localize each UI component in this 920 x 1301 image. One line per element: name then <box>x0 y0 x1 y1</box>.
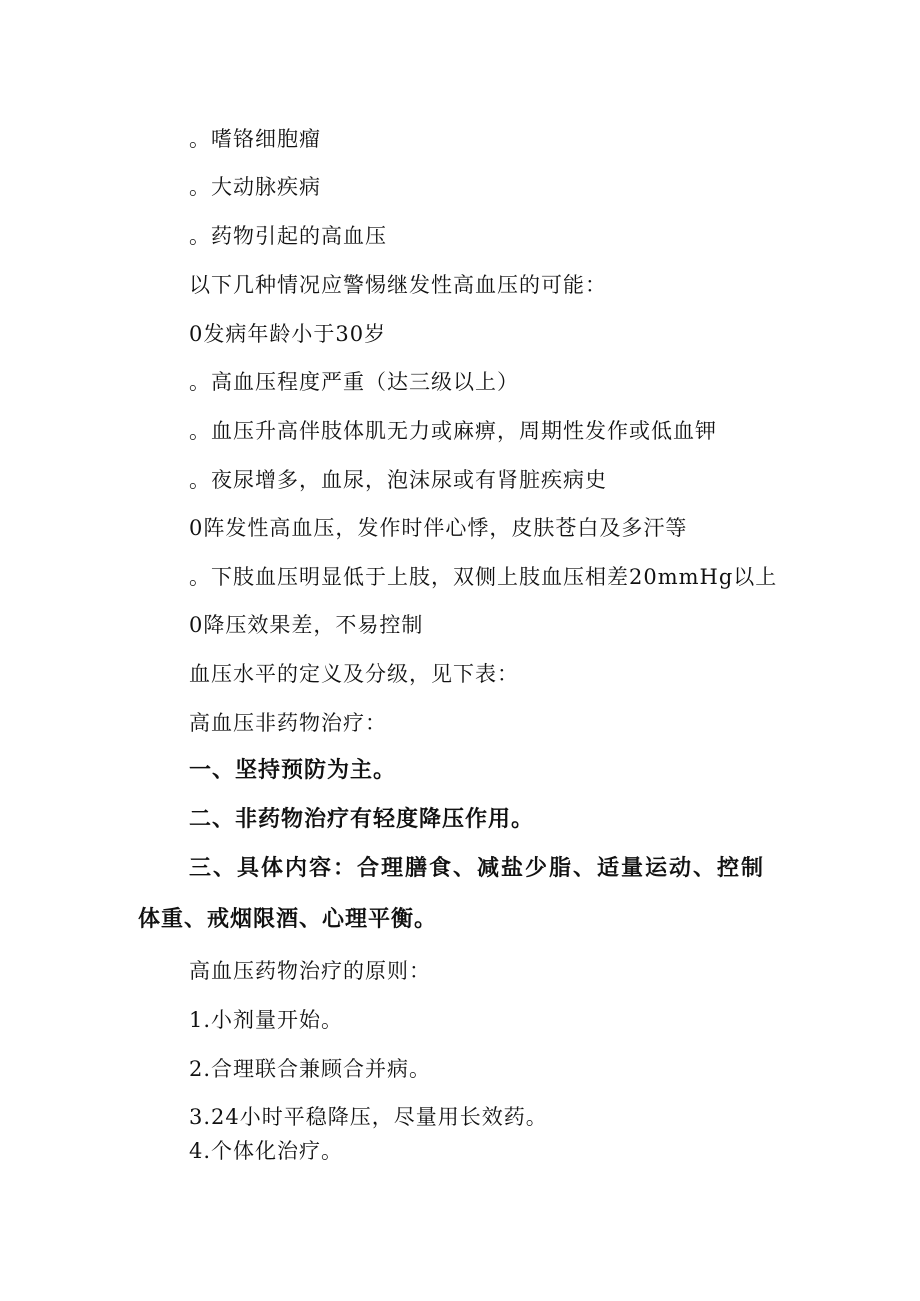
list-item-aortic-disease: 。大动脉疾病 <box>189 175 321 199</box>
list-item-onset-age: 0发病年龄小于30岁 <box>189 322 387 346</box>
principle-3: 3.24小时平稳降压，尽量用长效药。 <box>189 1105 548 1129</box>
section-heading-drug-treatment-principles: 高血压药物治疗的原则： <box>189 959 431 983</box>
paragraph-bp-classification: 血压水平的定义及分级，见下表： <box>189 662 519 686</box>
list-item-pheochromocytoma: 。嗜铬细胞瘤 <box>189 127 321 151</box>
point-one-prevention: 一、坚持预防为主。 <box>189 758 397 783</box>
list-item-muscle-weakness: 。血压升高伴肢体肌无力或麻痹，周期性发作或低血钾 <box>189 419 717 443</box>
principle-2: 2.合理联合兼顾合并病。 <box>189 1057 432 1081</box>
list-item-lower-limb-bp: 。下肢血压明显低于上肢，双侧上肢血压相差20mmHg以上 <box>189 565 778 589</box>
paragraph-secondary-hypertension-intro: 以下几种情况应警惕继发性高血压的可能： <box>189 273 607 297</box>
principle-4: 4.个体化治疗。 <box>189 1139 344 1163</box>
list-item-paroxysmal: 0阵发性高血压，发作时伴心悸，皮肤苍白及多汗等 <box>189 516 688 540</box>
list-item-severity: 。高血压程度严重（达三级以上） <box>189 370 519 394</box>
section-heading-non-drug-treatment: 高血压非药物治疗： <box>189 711 387 735</box>
list-item-nocturia: 。夜尿增多，血尿，泡沫尿或有肾脏疾病史 <box>189 468 607 492</box>
point-three-content-continued: 体重、戒烟限酒、心理平衡。 <box>138 907 438 932</box>
point-three-content: 三、具体内容：合理膳食、减盐少脂、适量运动、控制 <box>189 856 766 881</box>
point-two-mild-effect: 二、非药物治疗有轻度降压作用。 <box>189 807 535 832</box>
list-item-poor-control: 0降压效果差，不易控制 <box>189 613 424 637</box>
list-item-drug-induced: 。药物引起的高血压 <box>189 224 387 248</box>
principle-1: 1.小剂量开始。 <box>189 1008 344 1032</box>
